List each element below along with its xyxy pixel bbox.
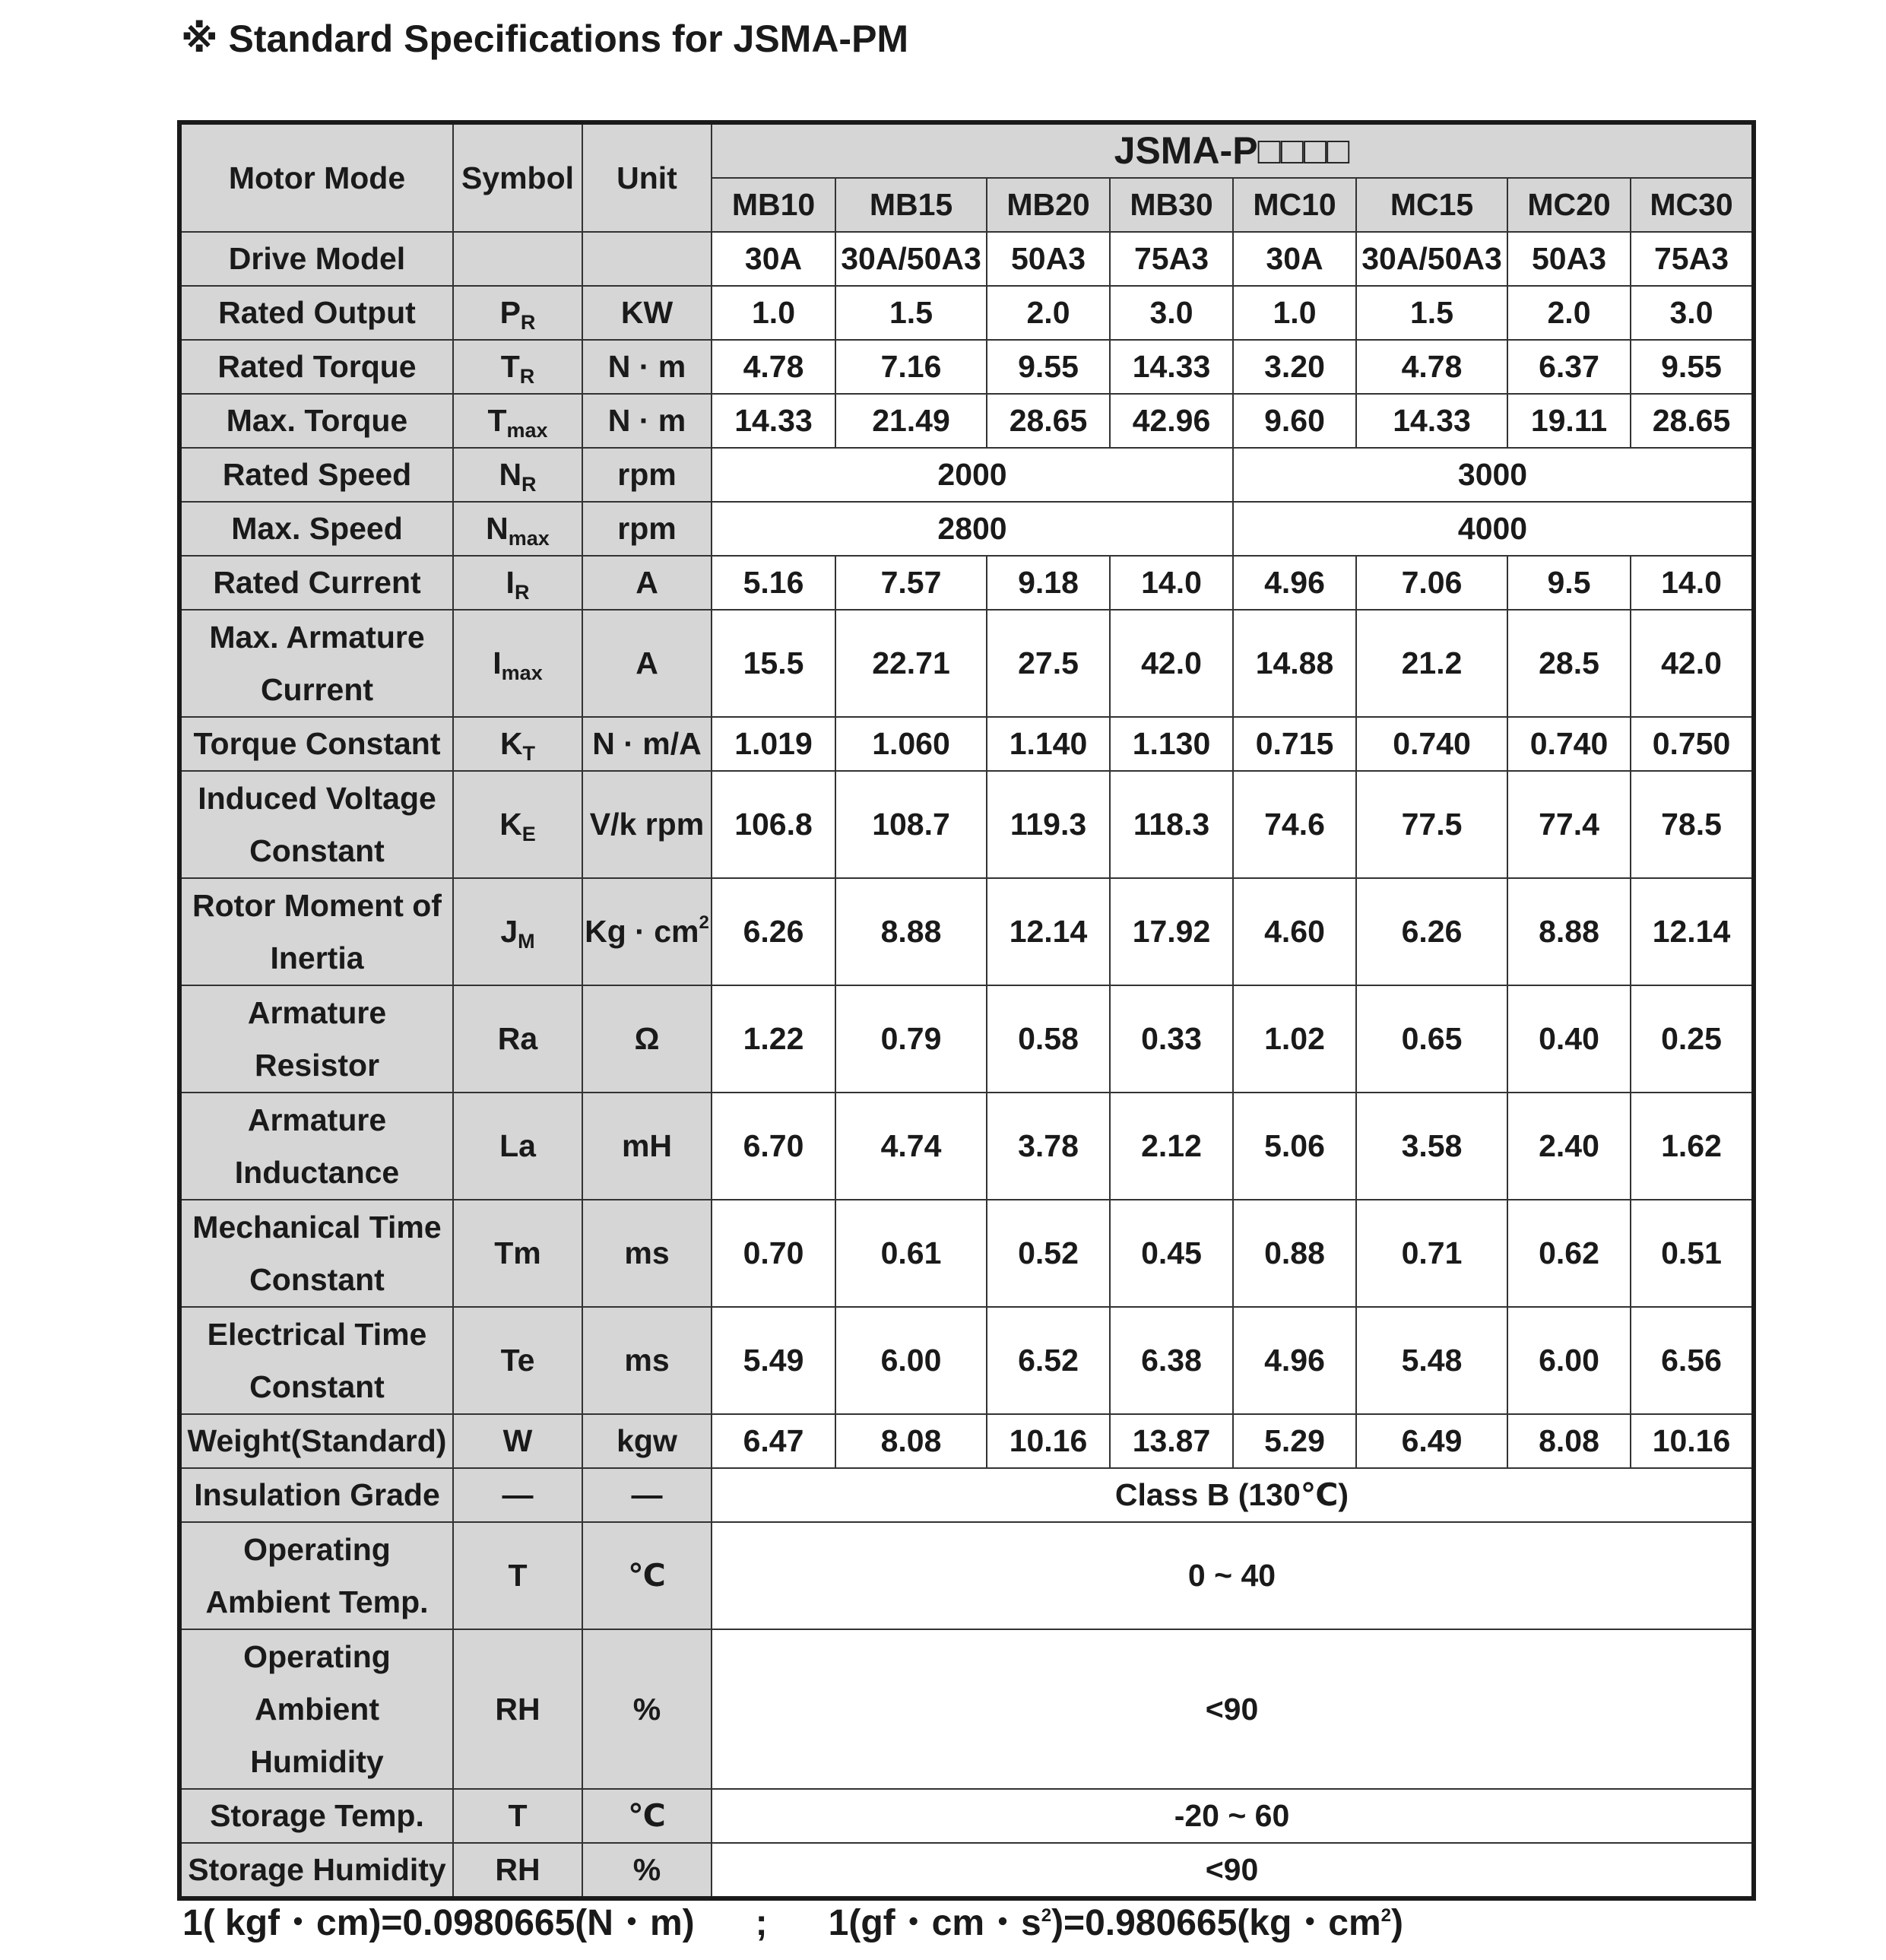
header-symbol: Symbol [453,122,582,232]
value-cell: 14.33 [712,394,835,448]
value-cell: 14.88 [1233,610,1356,717]
symbol-subscript: R [514,581,530,604]
conversion-superscript: 2 [1041,1905,1052,1926]
row-symbol [453,394,582,448]
row-symbol [453,340,582,394]
value-cell: 1.019 [712,717,835,771]
value-cell: 22.71 [835,610,987,717]
table-row [179,1789,1754,1843]
value-cell: 0.70 [712,1200,835,1307]
row-label: Torque Constant [179,717,453,771]
row-unit: KW [582,286,712,340]
value-cell: 0.715 [1233,717,1356,771]
value-cell: 0.71 [1356,1200,1507,1307]
value-cell-all: <90 [712,1629,1754,1789]
conversion-gf-cm-part-c: ) [1391,1903,1404,1943]
table-row [179,556,1754,610]
row-unit: ℃ [582,1522,712,1629]
symbol-base: P [499,295,521,330]
conversion-kgf-cm: 1( kgf・cm)=0.0980665(N・m) [182,1903,695,1943]
symbol-subscript: R [521,473,537,496]
value-cell: 8.88 [1507,878,1631,985]
value-cell: 1.140 [987,717,1110,771]
page-title: ※ Standard Specifications for JSMA-PM [181,17,909,60]
row-unit: ℃ [582,1789,712,1843]
row-symbol: Ra [453,985,582,1093]
value-cell: 14.33 [1356,394,1507,448]
value-cell: 13.87 [1110,1414,1233,1468]
row-label: Induced Voltage Constant [179,771,453,878]
value-cell: 5.06 [1233,1093,1356,1200]
model-mc10: MC10 [1233,178,1356,232]
header-unit: Unit [582,122,712,232]
row-label: Rotor Moment of Inertia [179,878,453,985]
value-cell: 30A/50A3 [835,232,987,286]
symbol-subscript: M [518,930,535,953]
value-cell: 42.96 [1110,394,1233,448]
table-row [179,232,1754,286]
model-mc15: MC15 [1356,178,1507,232]
value-cell: 10.16 [1631,1414,1754,1468]
value-cell: 1.02 [1233,985,1356,1093]
row-symbol: Tm [453,1200,582,1307]
value-cell: 15.5 [712,610,835,717]
value-cell: 5.16 [712,556,835,610]
symbol-subscript: E [521,823,536,845]
value-cell-all: Class B (130℃) [712,1468,1754,1522]
value-cell: 1.130 [1110,717,1233,771]
table-row [179,771,1754,878]
row-unit: A [582,610,712,717]
value-cell: 19.11 [1507,394,1631,448]
row-unit: — [582,1468,712,1522]
table-row [179,1843,1754,1898]
value-cell: 6.00 [835,1307,987,1414]
value-cell: 6.26 [1356,878,1507,985]
row-label: Rated Output [179,286,453,340]
value-cell: 0.750 [1631,717,1754,771]
row-unit: % [582,1843,712,1898]
spec-table-container [177,120,1756,1901]
table-row [179,286,1754,340]
symbol-base: K [499,807,522,842]
table-row [179,1414,1754,1468]
value-cell: 0.51 [1631,1200,1754,1307]
value-cell: 118.3 [1110,771,1233,878]
symbol-subscript: T [522,742,536,765]
value-cell: 77.5 [1356,771,1507,878]
table-row [179,1093,1754,1200]
row-unit: N · m [582,394,712,448]
row-symbol [453,771,582,878]
value-cell: 2.0 [987,286,1110,340]
value-cell: 10.16 [987,1414,1110,1468]
value-cell: 78.5 [1631,771,1754,878]
value-cell: 17.92 [1110,878,1233,985]
value-cell: 1.0 [712,286,835,340]
row-unit: A [582,556,712,610]
value-cell: 119.3 [987,771,1110,878]
conversion-gf-cm-part-b: )=0.980665(kg・cm [1051,1903,1381,1943]
value-cell-all: -20 ~ 60 [712,1789,1754,1843]
row-label: Max. Armature Current [179,610,453,717]
value-cell: 3.0 [1110,286,1233,340]
value-cell: 7.57 [835,556,987,610]
value-cell: 50A3 [987,232,1110,286]
table-row [179,1468,1754,1522]
value-cell: 0.79 [835,985,987,1093]
value-cell: 9.60 [1233,394,1356,448]
symbol-subscript: max [508,527,550,550]
value-cell: 42.0 [1110,610,1233,717]
value-cell: 6.56 [1631,1307,1754,1414]
value-cell: 3.58 [1356,1093,1507,1200]
table-row [179,1522,1754,1629]
row-unit: rpm [582,448,712,502]
row-symbol: RH [453,1843,582,1898]
row-symbol: La [453,1093,582,1200]
model-mb20: MB20 [987,178,1110,232]
value-cell-mb-group: 2000 [712,448,1233,502]
row-label: Insulation Grade [179,1468,453,1522]
value-cell: 27.5 [987,610,1110,717]
spec-table [177,120,1756,1901]
symbol-subscript: R [520,311,536,334]
row-label: Armature Inductance [179,1093,453,1200]
value-cell: 30A [1233,232,1356,286]
value-cell: 12.14 [1631,878,1754,985]
symbol-subscript: max [506,419,548,442]
value-cell: 7.16 [835,340,987,394]
value-cell: 4.60 [1233,878,1356,985]
row-unit: mH [582,1093,712,1200]
row-label: Mechanical Time Constant [179,1200,453,1307]
row-label: Operating Ambient Temp. [179,1522,453,1629]
row-unit: % [582,1629,712,1789]
table-row [179,448,1754,502]
header-series: JSMA-P□□□□ [712,122,1754,178]
table-row [179,717,1754,771]
symbol-base: I [493,645,502,680]
row-unit: N · m/A [582,717,712,771]
value-cell: 8.08 [1507,1414,1631,1468]
value-cell: 21.2 [1356,610,1507,717]
value-cell: 3.20 [1233,340,1356,394]
value-cell: 0.52 [987,1200,1110,1307]
row-symbol: — [453,1468,582,1522]
value-cell: 0.740 [1356,717,1507,771]
model-mb10: MB10 [712,178,835,232]
value-cell: 0.88 [1233,1200,1356,1307]
value-cell: 6.52 [987,1307,1110,1414]
value-cell: 6.26 [712,878,835,985]
value-cell: 30A [712,232,835,286]
value-cell: 8.08 [835,1414,987,1468]
value-cell: 2.12 [1110,1093,1233,1200]
row-symbol [453,556,582,610]
row-symbol [453,502,582,556]
value-cell: 1.22 [712,985,835,1093]
unit-base: Kg · cm [585,914,699,949]
value-cell: 0.40 [1507,985,1631,1093]
value-cell: 3.0 [1631,286,1754,340]
value-cell: 4.74 [835,1093,987,1200]
value-cell: 6.47 [712,1414,835,1468]
value-cell: 108.7 [835,771,987,878]
row-unit: ms [582,1200,712,1307]
row-label: Max. Speed [179,502,453,556]
row-label: Operating Ambient Humidity [179,1629,453,1789]
row-unit: kgw [582,1414,712,1468]
value-cell: 5.49 [712,1307,835,1414]
row-symbol: RH [453,1629,582,1789]
value-cell: 14.33 [1110,340,1233,394]
value-cell: 14.0 [1110,556,1233,610]
value-cell: 1.060 [835,717,987,771]
row-symbol [453,232,582,286]
row-unit: N · m [582,340,712,394]
symbol-base: I [506,565,515,600]
value-cell: 6.00 [1507,1307,1631,1414]
header-row [179,122,1754,178]
value-cell: 6.37 [1507,340,1631,394]
table-row [179,1629,1754,1789]
value-cell: 4.96 [1233,556,1356,610]
value-cell-mb-group: 2800 [712,502,1233,556]
table-row [179,340,1754,394]
value-cell: 0.58 [987,985,1110,1093]
value-cell: 75A3 [1631,232,1754,286]
value-cell: 9.55 [987,340,1110,394]
row-label: Storage Humidity [179,1843,453,1898]
value-cell: 0.740 [1507,717,1631,771]
row-symbol: Te [453,1307,582,1414]
row-symbol [453,610,582,717]
row-label: Weight(Standard) [179,1414,453,1468]
table-row [179,878,1754,985]
value-cell: 14.0 [1631,556,1754,610]
value-cell: 3.78 [987,1093,1110,1200]
symbol-subscript: R [519,365,535,388]
row-label: Rated Current [179,556,453,610]
row-label: Storage Temp. [179,1789,453,1843]
conversion-gf-cm-part-a: 1(gf・cm・s [828,1903,1041,1943]
value-cell-all: 0 ~ 40 [712,1522,1754,1629]
row-symbol [453,717,582,771]
value-cell: 30A/50A3 [1356,232,1507,286]
value-cell: 28.65 [987,394,1110,448]
unit-conversion-note [182,1893,1403,1946]
row-label: Max. Torque [179,394,453,448]
model-mb15: MB15 [835,178,987,232]
value-cell: 9.5 [1507,556,1631,610]
value-cell: 21.49 [835,394,987,448]
value-cell: 106.8 [712,771,835,878]
value-cell: 4.78 [712,340,835,394]
value-cell: 5.48 [1356,1307,1507,1414]
symbol-base: T [487,403,507,438]
value-cell: 7.06 [1356,556,1507,610]
value-cell: 1.5 [835,286,987,340]
value-cell: 42.0 [1631,610,1754,717]
value-cell: 28.5 [1507,610,1631,717]
row-label: Rated Speed [179,448,453,502]
value-cell: 75A3 [1110,232,1233,286]
value-cell: 0.33 [1110,985,1233,1093]
row-unit [582,232,712,286]
symbol-base: T [500,349,520,384]
table-row [179,502,1754,556]
value-cell: 1.5 [1356,286,1507,340]
value-cell: 12.14 [987,878,1110,985]
value-cell: 5.29 [1233,1414,1356,1468]
table-row [179,610,1754,717]
value-cell: 4.96 [1233,1307,1356,1414]
value-cell: 0.62 [1507,1200,1631,1307]
value-cell: 2.40 [1507,1093,1631,1200]
row-symbol: T [453,1789,582,1843]
row-symbol [453,878,582,985]
row-label: Electrical Time Constant [179,1307,453,1414]
row-unit: V/k rpm [582,771,712,878]
value-cell: 1.62 [1631,1093,1754,1200]
value-cell: 0.61 [835,1200,987,1307]
table-row [179,985,1754,1093]
row-unit [582,878,712,985]
conversion-superscript: 2 [1380,1905,1392,1926]
value-cell-all: <90 [712,1843,1754,1898]
row-symbol [453,286,582,340]
value-cell: 9.18 [987,556,1110,610]
header-motor-mode: Motor Mode [179,122,453,232]
model-mc20: MC20 [1507,178,1631,232]
row-label: Drive Model [179,232,453,286]
value-cell: 50A3 [1507,232,1631,286]
symbol-base: N [499,457,522,492]
model-mb30: MB30 [1110,178,1233,232]
row-label: Rated Torque [179,340,453,394]
symbol-base: N [486,511,509,546]
row-unit: rpm [582,502,712,556]
value-cell: 4.78 [1356,340,1507,394]
table-row [179,1200,1754,1307]
row-symbol [453,448,582,502]
row-symbol: T [453,1522,582,1629]
table-row [179,1307,1754,1414]
value-cell: 28.65 [1631,394,1754,448]
table-row [179,394,1754,448]
value-cell: 0.45 [1110,1200,1233,1307]
value-cell: 2.0 [1507,286,1631,340]
row-unit: Ω [582,985,712,1093]
value-cell: 0.25 [1631,985,1754,1093]
row-label: Armature Resistor [179,985,453,1093]
value-cell: 74.6 [1233,771,1356,878]
value-cell: 1.0 [1233,286,1356,340]
symbol-base: J [500,914,518,949]
value-cell: 8.88 [835,878,987,985]
unit-superscript: 2 [699,912,709,933]
symbol-subscript: max [501,661,543,684]
value-cell: 6.38 [1110,1307,1233,1414]
symbol-base: K [499,726,523,761]
value-cell: 6.70 [712,1093,835,1200]
value-cell: 77.4 [1507,771,1631,878]
model-mc30: MC30 [1631,178,1754,232]
value-cell-mc-group: 4000 [1233,502,1754,556]
value-cell-mc-group: 3000 [1233,448,1754,502]
row-symbol: W [453,1414,582,1468]
value-cell: 0.65 [1356,985,1507,1093]
row-unit: ms [582,1307,712,1414]
conversion-separator: ; [755,1903,768,1943]
value-cell: 9.55 [1631,340,1754,394]
value-cell: 6.49 [1356,1414,1507,1468]
